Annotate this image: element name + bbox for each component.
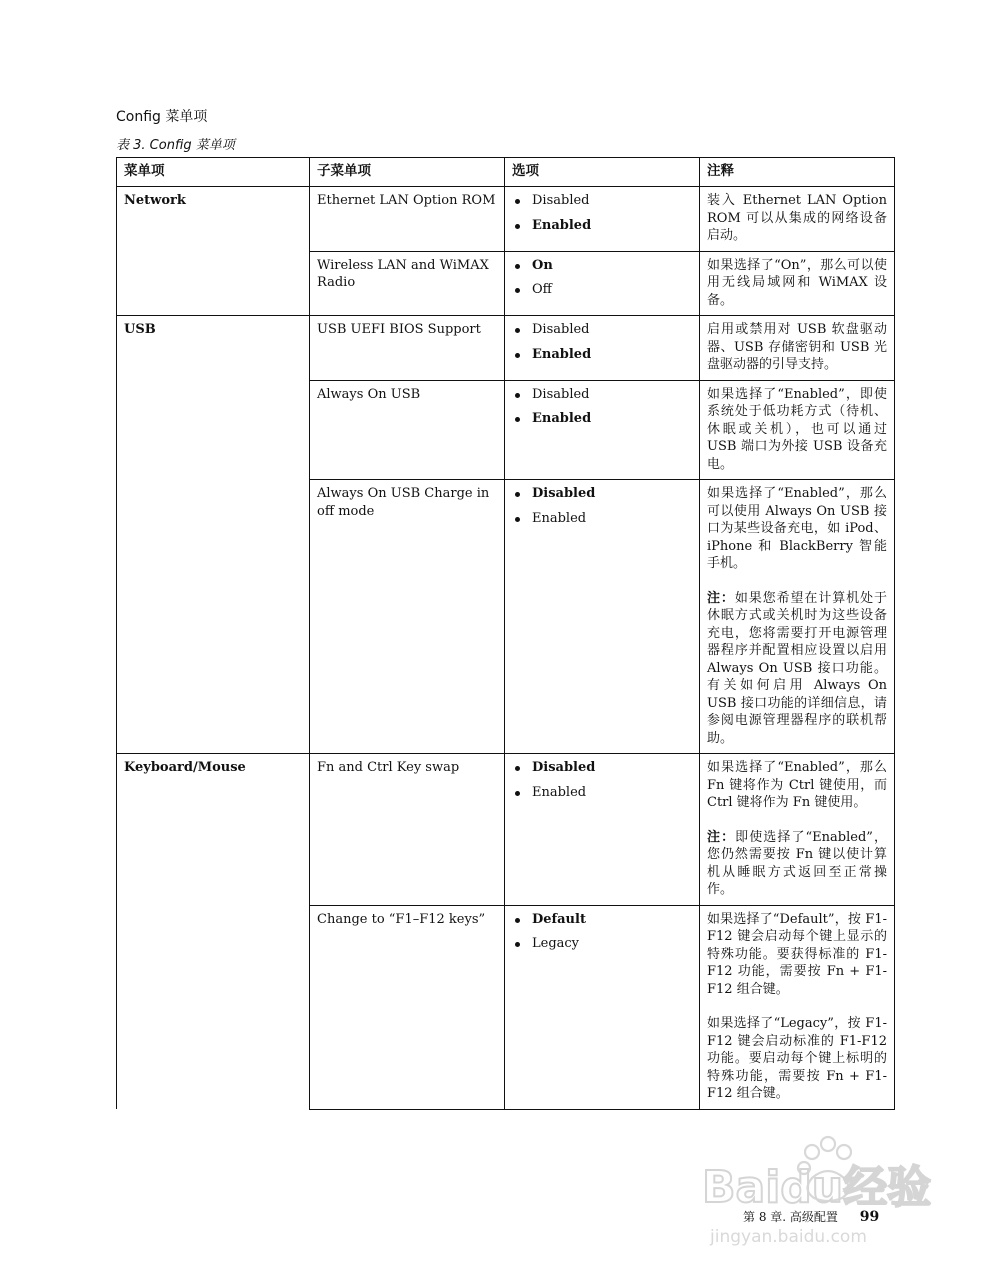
- notes-cell: [700, 480, 895, 754]
- section-title: Config 菜单项: [116, 109, 208, 125]
- note-paragraph: 启用或禁用对 USB 软盘驱动器、USB 存储密钥和 USB 光盘驱动器的引导支持。: [707, 322, 887, 372]
- column-header-options: 选项: [505, 158, 700, 187]
- watermark-url: jingyan.baidu.com: [710, 1227, 867, 1247]
- options-list: [512, 257, 692, 299]
- options-cell: [505, 316, 700, 381]
- note-paragraph: 如果选择了“Legacy”，按 F1-F12 键会启动标准的 F1-F12 功能。要启动每个键上标明的特殊功能，需要按 Fn + F1-F12 组合键。: [707, 1016, 887, 1101]
- table-row: [117, 187, 895, 252]
- notes-cell: [700, 316, 895, 381]
- options-list: [512, 759, 692, 801]
- config-menu-table: [116, 157, 895, 1110]
- options-cell: [505, 754, 700, 906]
- note-paragraph: 如果选择了“Enabled”，那么 Fn 键将作为 Ctrl 键使用，而 Ctrl 键将作为 Fn 键使用。: [707, 760, 887, 810]
- notes-cell: [700, 251, 895, 316]
- notes-cell: [700, 187, 895, 252]
- option-default: Enabled: [512, 217, 692, 235]
- note-paragraph: 如果选择了“Enabled”，那么可以使用 Always On USB 接口为某些设备充电，如 iPod、iPhone 和 BlackBerry 智能手机。: [707, 486, 887, 571]
- footer-chapter: 第 8 章. 高级配置: [743, 1210, 838, 1224]
- option-default: On: [512, 257, 692, 275]
- note-paragraph: 装入 Ethernet LAN Option ROM 可以从集成的网络设备启动。: [707, 193, 887, 243]
- option-item: Legacy: [512, 935, 692, 953]
- table-row: [117, 754, 895, 906]
- column-header-notes: 注释: [700, 158, 895, 187]
- column-header-menu: 菜单项: [117, 158, 310, 187]
- option-default: Default: [512, 911, 692, 929]
- option-item: Enabled: [512, 510, 692, 528]
- page-footer: [743, 1208, 879, 1225]
- page-number: 99: [859, 1209, 880, 1225]
- note-label: 注：: [707, 590, 735, 606]
- options-list: [512, 321, 692, 363]
- notes-cell: [700, 380, 895, 480]
- menu-item-cell: USB: [117, 316, 310, 754]
- table-header-row: [117, 158, 895, 187]
- options-cell: [505, 187, 700, 252]
- note-paragraph: 如果选择了“Default”，按 F1-F12 键会启动每个键上显示的特殊功能。要获得标准的 F1-F12 功能，需要按 Fn + F1-F12 组合键。: [707, 911, 887, 997]
- note-paragraph: 如果选择了“On”，那么可以使用无线局域网和 WiMAX 设备。: [707, 257, 887, 308]
- submenu-cell: Change to “F1–F12 keys”: [310, 905, 505, 1109]
- option-item: Off: [512, 281, 692, 299]
- submenu-cell: Always On USB: [310, 380, 505, 480]
- option-item: Disabled: [512, 321, 692, 339]
- notes-cell: [700, 754, 895, 906]
- submenu-cell: Always On USB Charge in off mode: [310, 480, 505, 754]
- options-cell: [505, 905, 700, 1109]
- option-default: Enabled: [512, 410, 692, 428]
- column-header-submenu: 子菜单项: [310, 158, 505, 187]
- note-paragraph: 注：即使选择了“Enabled”，您仍然需要按 Fn 键以使计算机从睡眠方式返回至正常操作。: [707, 829, 887, 897]
- menu-item-cell: Keyboard/Mouse: [117, 754, 310, 1110]
- options-list: [512, 911, 692, 953]
- baidu-watermark-logo: [700, 1130, 940, 1280]
- table-caption: 表 3. Config 菜单项: [116, 138, 235, 153]
- options-cell: [505, 480, 700, 754]
- option-default: Disabled: [512, 485, 692, 503]
- options-cell: [505, 251, 700, 316]
- options-cell: [505, 380, 700, 480]
- note-label: 注：: [707, 829, 736, 845]
- options-list: [512, 386, 692, 428]
- option-item: Disabled: [512, 192, 692, 210]
- menu-item-cell: Network: [117, 187, 310, 316]
- options-list: [512, 485, 692, 527]
- submenu-cell: Ethernet LAN Option ROM: [310, 187, 505, 252]
- note-paragraph: 注：如果您希望在计算机处于休眠方式或关机时为这些设备充电，您将需要打开电源管理器程序并配置相应设置以启用 Always On USB 接口功能。有关如何启用 Always On USB 接口功能的详细信息，请参阅电源管理器程序的联机帮助。: [707, 590, 887, 746]
- notes-cell: [700, 905, 895, 1109]
- submenu-cell: USB UEFI BIOS Support: [310, 316, 505, 381]
- option-default: Enabled: [512, 346, 692, 364]
- note-paragraph: 如果选择了“Enabled”，即使系统处于低功耗方式（待机、休眠或关机），也可以通过 USB 端口为外接 USB 设备充电。: [707, 386, 887, 472]
- options-list: [512, 192, 692, 234]
- option-default: Disabled: [512, 759, 692, 777]
- table-row: [117, 316, 895, 381]
- option-item: Enabled: [512, 784, 692, 802]
- table-body: [117, 187, 895, 1110]
- submenu-cell: Fn and Ctrl Key swap: [310, 754, 505, 906]
- option-item: Disabled: [512, 386, 692, 404]
- watermark-brand: Baidu经验: [702, 1162, 932, 1213]
- submenu-cell: Wireless LAN and WiMAX Radio: [310, 251, 505, 316]
